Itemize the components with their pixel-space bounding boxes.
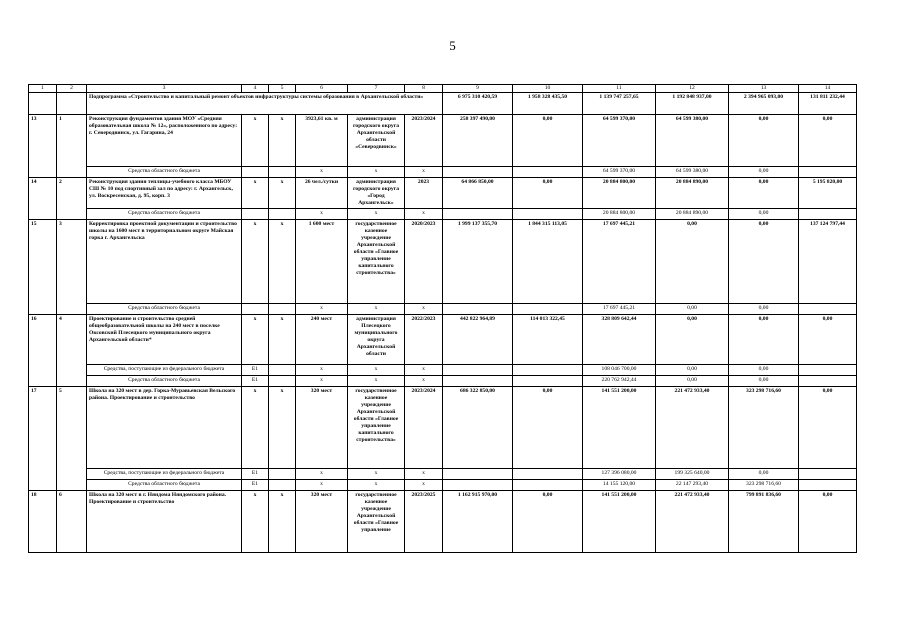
amount-cell bbox=[513, 208, 583, 219]
table-cell: х bbox=[405, 166, 443, 177]
amount-cell: 0,00 bbox=[729, 364, 799, 375]
table-cell bbox=[242, 166, 269, 177]
table-cell bbox=[269, 303, 296, 314]
table-cell bbox=[269, 208, 296, 219]
object-row bbox=[29, 177, 857, 208]
table-cell: E1 bbox=[242, 468, 269, 479]
object-name: Реконструкция фундаментов здания МОУ «Средняя образовательная школа № 12», расположенного по адресу: г. Северодвинск, ул. Гагарина, 24 bbox=[87, 114, 242, 166]
table-cell: х bbox=[296, 208, 348, 219]
row-subnumber: 2 bbox=[57, 177, 87, 219]
amount-cell: 127 396 080,00 bbox=[583, 468, 656, 479]
table-cell: х bbox=[348, 303, 405, 314]
table-cell: х bbox=[296, 479, 348, 490]
table-cell: х bbox=[242, 219, 269, 303]
amount-cell: 199 325 640,00 bbox=[656, 468, 729, 479]
table-cell: х bbox=[405, 479, 443, 490]
row-subnumber: 4 bbox=[57, 314, 87, 386]
amount-cell: 1 162 915 970,00 bbox=[443, 490, 513, 552]
table-cell bbox=[242, 303, 269, 314]
row-subnumber: 5 bbox=[57, 386, 87, 490]
amount-cell bbox=[799, 375, 857, 386]
row-subnumber: 6 bbox=[57, 490, 87, 552]
object-row bbox=[29, 490, 857, 552]
amount-cell: 114 013 322,45 bbox=[513, 314, 583, 364]
amount-cell: 0,00 bbox=[513, 490, 583, 552]
table-cell: х bbox=[296, 468, 348, 479]
years-cell: 2023 bbox=[405, 177, 443, 208]
amount-cell: 221 472 933,40 bbox=[656, 386, 729, 468]
amount-cell: 0,00 bbox=[729, 114, 799, 166]
years-cell: 2022/2023 bbox=[405, 314, 443, 364]
table-cell: х bbox=[242, 314, 269, 364]
table-cell bbox=[269, 375, 296, 386]
capacity-cell: 1 600 мест bbox=[296, 219, 348, 303]
row-subnumber: 3 bbox=[57, 219, 87, 314]
source-row bbox=[29, 468, 857, 479]
amount-cell: 258 397 490,00 bbox=[443, 114, 513, 166]
funding-source-label: Средства областного бюджета bbox=[87, 166, 242, 177]
amount-cell: 1 958 328 435,50 bbox=[513, 92, 583, 114]
subprogram-title: Подпрограмма «Строительство и капитальный ремонт объектов инфраструктуры системы образования в Архангельской области» bbox=[87, 92, 443, 114]
table-cell: E1 bbox=[242, 479, 269, 490]
amount-cell bbox=[443, 208, 513, 219]
table-cell: х bbox=[348, 166, 405, 177]
source-row bbox=[29, 208, 857, 219]
amount-cell: 1 139 747 257,65 bbox=[583, 92, 656, 114]
object-row bbox=[29, 386, 857, 468]
amount-cell bbox=[799, 479, 857, 490]
years-cell: 2023/2025 bbox=[405, 490, 443, 552]
table-cell: х bbox=[296, 375, 348, 386]
amount-cell bbox=[799, 303, 857, 314]
table-cell: х bbox=[296, 364, 348, 375]
amount-cell: 328 809 642,44 bbox=[583, 314, 656, 364]
table-cell: х bbox=[242, 386, 269, 468]
amount-cell: 0,00 bbox=[656, 364, 729, 375]
amount-cell: 0,00 bbox=[729, 177, 799, 208]
table-cell bbox=[57, 92, 87, 114]
capacity-cell: 240 мест bbox=[296, 314, 348, 364]
amount-cell: 1 192 848 937,00 bbox=[656, 92, 729, 114]
amount-cell bbox=[513, 166, 583, 177]
source-row bbox=[29, 166, 857, 177]
column-number: 7 bbox=[348, 85, 405, 93]
amount-cell: 0,00 bbox=[656, 303, 729, 314]
table-cell: х bbox=[405, 468, 443, 479]
amount-cell bbox=[443, 479, 513, 490]
object-name: Корректировка проектной документации и строительство школы на 1600 мест в территориальном округе Майская горка г. Архангельска bbox=[87, 219, 242, 303]
amount-cell: 0,00 bbox=[513, 114, 583, 166]
amount-cell: 141 551 200,00 bbox=[583, 386, 656, 468]
column-number: 3 bbox=[87, 85, 242, 93]
amount-cell: 686 322 850,00 bbox=[443, 386, 513, 468]
object-name: Школа на 320 мест в г. Няндома Няндомского района. Проектирование и строительство bbox=[87, 490, 242, 552]
object-name: Школа на 320 мест в дер. Горка-Муравьевская Вельского района. Проектирование и строительство bbox=[87, 386, 242, 468]
row-subnumber: 1 bbox=[57, 114, 87, 177]
amount-cell: 0,00 bbox=[729, 375, 799, 386]
row-number: 15 bbox=[29, 219, 57, 314]
table-cell: х bbox=[296, 303, 348, 314]
funding-source-label: Средства, поступающие из федерального бюджета bbox=[87, 468, 242, 479]
subprogram-row bbox=[29, 92, 857, 114]
amount-cell: 64 866 850,00 bbox=[443, 177, 513, 208]
amount-cell bbox=[799, 364, 857, 375]
table-cell: х bbox=[348, 364, 405, 375]
amount-cell: 22 147 293,40 bbox=[656, 479, 729, 490]
amount-cell bbox=[513, 479, 583, 490]
capacity-cell: 320 мест bbox=[296, 386, 348, 468]
amount-cell: 141 551 200,00 bbox=[583, 490, 656, 552]
row-number: 13 bbox=[29, 114, 57, 177]
table-cell bbox=[269, 479, 296, 490]
amount-cell: 0,00 bbox=[729, 219, 799, 303]
table-cell: х bbox=[269, 219, 296, 303]
amount-cell: 323 298 716,60 bbox=[729, 479, 799, 490]
row-number: 16 bbox=[29, 314, 57, 386]
amount-cell: 20 884 800,00 bbox=[583, 177, 656, 208]
amount-cell: 20 884 890,00 bbox=[656, 177, 729, 208]
table-cell: E1 bbox=[242, 364, 269, 375]
row-number: 14 bbox=[29, 177, 57, 219]
amount-cell: 0,00 bbox=[729, 314, 799, 364]
funding-source-label: Средства областного бюджета bbox=[87, 303, 242, 314]
amount-cell: 1 999 137 355,70 bbox=[443, 219, 513, 303]
amount-cell: 64 599 380,00 bbox=[656, 166, 729, 177]
amount-cell bbox=[799, 468, 857, 479]
table-cell: х bbox=[348, 375, 405, 386]
source-row bbox=[29, 479, 857, 490]
table-cell bbox=[29, 92, 57, 114]
amount-cell bbox=[513, 364, 583, 375]
capacity-cell: 320 мест bbox=[296, 490, 348, 552]
source-row bbox=[29, 303, 857, 314]
amount-cell: 0,00 bbox=[799, 314, 857, 364]
amount-cell: 108 046 700,00 bbox=[583, 364, 656, 375]
amount-cell: 799 891 836,60 bbox=[729, 490, 799, 552]
object-name: Реконструкция здания теплицы-учебного класса МБОУ СШ № 10 под спортивный зал по адресу: г. Архангельск, ул. Воскресенская, д. 95, корп. 3 bbox=[87, 177, 242, 208]
table-cell: х bbox=[348, 479, 405, 490]
table-cell: х bbox=[405, 208, 443, 219]
amount-cell bbox=[513, 303, 583, 314]
amount-cell: 14 155 120,00 bbox=[583, 479, 656, 490]
table-cell: х bbox=[269, 177, 296, 208]
funding-source-label: Средства областного бюджета bbox=[87, 208, 242, 219]
customer-cell: государственное казенное учреждение Архангельской области «Главное управление bbox=[348, 490, 405, 552]
amount-cell: 17 697 445,21 bbox=[583, 219, 656, 303]
amount-cell: 0,00 bbox=[799, 114, 857, 166]
amount-cell: 64 599 370,00 bbox=[583, 114, 656, 166]
column-number: 8 bbox=[405, 85, 443, 93]
table-cell: х bbox=[269, 114, 296, 166]
customer-cell: государственное казенное учреждение Архангельской области «Главное управление капитального строительства» bbox=[348, 219, 405, 303]
column-number: 11 bbox=[583, 85, 656, 93]
amount-cell: 220 762 942,44 bbox=[583, 375, 656, 386]
funding-source-label: Средства областного бюджета bbox=[87, 375, 242, 386]
amount-cell: 0,00 bbox=[729, 166, 799, 177]
amount-cell bbox=[513, 375, 583, 386]
column-number: 6 bbox=[296, 85, 348, 93]
amount-cell: 20 884 800,00 bbox=[583, 208, 656, 219]
amount-cell bbox=[443, 375, 513, 386]
table-cell: х bbox=[405, 375, 443, 386]
amount-cell: 64 599 380,00 bbox=[656, 114, 729, 166]
table-cell: х bbox=[269, 490, 296, 552]
column-number: 1 bbox=[29, 85, 57, 93]
capacity-cell: 3923,61 кв. м bbox=[296, 114, 348, 166]
table-cell: х bbox=[269, 386, 296, 468]
amount-cell: 442 822 964,89 bbox=[443, 314, 513, 364]
row-number: 17 bbox=[29, 386, 57, 490]
years-cell: 2020/2023 bbox=[405, 219, 443, 303]
amount-cell bbox=[443, 166, 513, 177]
column-number: 4 bbox=[242, 85, 269, 93]
table-cell: х bbox=[242, 177, 269, 208]
amount-cell: 20 884 890,00 bbox=[656, 208, 729, 219]
table-cell bbox=[242, 208, 269, 219]
table-cell bbox=[269, 468, 296, 479]
amount-cell: 5 195 820,00 bbox=[799, 177, 857, 208]
amount-cell: 0,00 bbox=[799, 490, 857, 552]
column-number-row bbox=[29, 85, 857, 93]
program-table bbox=[28, 84, 857, 553]
table-cell bbox=[269, 166, 296, 177]
source-row bbox=[29, 375, 857, 386]
amount-cell: 2 394 965 093,00 bbox=[729, 92, 799, 114]
column-number: 13 bbox=[729, 85, 799, 93]
column-number: 2 bbox=[57, 85, 87, 93]
table-cell: х bbox=[242, 114, 269, 166]
amount-cell: 0,00 bbox=[513, 386, 583, 468]
funding-source-label: Средства, поступающие из федерального бюджета bbox=[87, 364, 242, 375]
capacity-cell: 26 чел./сутки bbox=[296, 177, 348, 208]
amount-cell: 1 844 315 113,05 bbox=[513, 219, 583, 303]
funding-source-label: Средства областного бюджета bbox=[87, 479, 242, 490]
amount-cell: 64 599 370,00 bbox=[583, 166, 656, 177]
amount-cell bbox=[799, 208, 857, 219]
table-cell bbox=[269, 364, 296, 375]
table-cell: х bbox=[348, 208, 405, 219]
amount-cell: 323 298 716,60 bbox=[729, 386, 799, 468]
table-cell: х bbox=[296, 166, 348, 177]
customer-cell: администрация Плесецкого муниципального округа Архангельской области bbox=[348, 314, 405, 364]
table-cell: х bbox=[269, 314, 296, 364]
amount-cell: 0,00 bbox=[656, 219, 729, 303]
amount-cell: 0,00 bbox=[729, 303, 799, 314]
table-cell: х bbox=[242, 490, 269, 552]
column-number: 9 bbox=[443, 85, 513, 93]
customer-cell: государственное казенное учреждение Архангельской области «Главное управление капитального строительства» bbox=[348, 386, 405, 468]
amount-cell: 221 472 933,40 bbox=[656, 490, 729, 552]
amount-cell: 131 811 232,44 bbox=[799, 92, 857, 114]
column-number: 14 bbox=[799, 85, 857, 93]
customer-cell: администрация городского округа «Город Архангельск» bbox=[348, 177, 405, 208]
years-cell: 2023/2024 bbox=[405, 114, 443, 166]
amount-cell bbox=[443, 468, 513, 479]
amount-cell: 137 124 797,44 bbox=[799, 219, 857, 303]
amount-cell bbox=[443, 364, 513, 375]
row-number: 18 bbox=[29, 490, 57, 552]
amount-cell: 0,00 bbox=[729, 468, 799, 479]
column-number: 10 bbox=[513, 85, 583, 93]
column-number: 12 bbox=[656, 85, 729, 93]
amount-cell: 0,00 bbox=[656, 375, 729, 386]
table-cell: х bbox=[348, 468, 405, 479]
column-number: 5 bbox=[269, 85, 296, 93]
years-cell: 2023/2024 bbox=[405, 386, 443, 468]
page-number: 5 bbox=[449, 38, 456, 53]
amount-cell bbox=[443, 303, 513, 314]
amount-cell: 0,00 bbox=[799, 386, 857, 468]
object-row bbox=[29, 219, 857, 303]
object-row bbox=[29, 314, 857, 364]
amount-cell: 6 975 310 420,59 bbox=[443, 92, 513, 114]
object-name: Проектирование и строительство средней общеобразовательной школы на 240 мест в поселке Оксовский Плесецкого муниципального округа Архангельской области* bbox=[87, 314, 242, 364]
amount-cell: 0,00 bbox=[513, 177, 583, 208]
amount-cell: 0,00 bbox=[656, 314, 729, 364]
amount-cell: 0,00 bbox=[729, 208, 799, 219]
amount-cell bbox=[513, 468, 583, 479]
table-cell: х bbox=[405, 303, 443, 314]
amount-cell bbox=[799, 166, 857, 177]
table-cell: х bbox=[405, 364, 443, 375]
customer-cell: администрация городского округа Архангельской области «Северодвинск» bbox=[348, 114, 405, 166]
object-row bbox=[29, 114, 857, 166]
table-cell: E1 bbox=[242, 375, 269, 386]
source-row bbox=[29, 364, 857, 375]
amount-cell: 17 697 445,21 bbox=[583, 303, 656, 314]
